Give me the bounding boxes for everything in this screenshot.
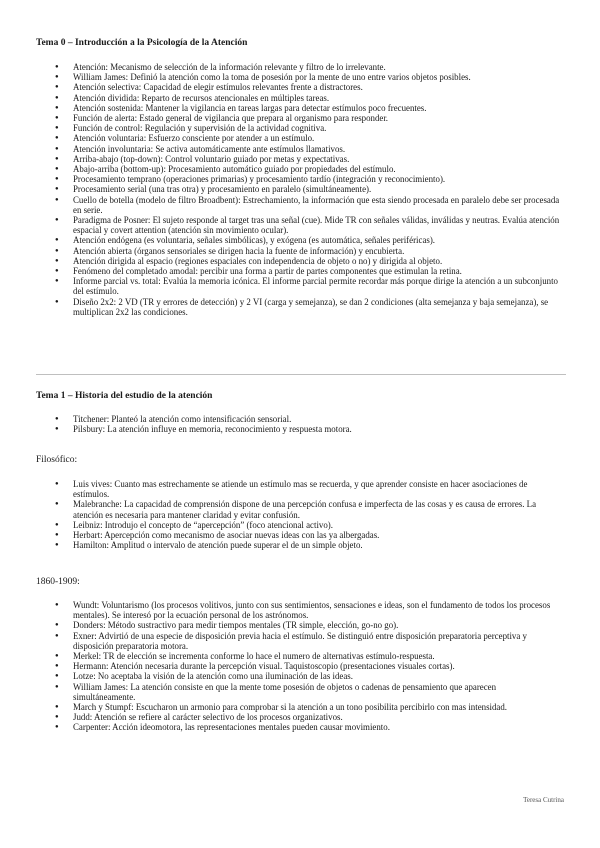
list-item: ● Cuello de botella (modelo de filtro Broadbent): Estrechamiento, la información que esta siendo procesada en paralelo debe ser procesada en serie.: [0, 195, 560, 215]
list-item: ● Luis vives: Cuanto mas estrechamente se atiende un estímulo mas se recuerda, y que aprender consiste en hacer asociaciones de estímulos.: [0, 479, 560, 499]
list-item: ● Fenómeno del completado amodal: percibir una forma a partir de partes componentes que estimulan la retina.: [0, 266, 560, 276]
footer-author: Teresa Cutrina: [523, 796, 564, 804]
tema1-list: [0, 414, 560, 434]
list-item: ● Atención voluntaria: Esfuerzo consciente por atender a un estímulo.: [0, 133, 560, 143]
section-title-tema1: Tema 1 – Historia del estudio de la atención: [36, 391, 213, 401]
list-item: ● Informe parcial vs. total: Evalúa la memoria icónica. El informe parcial permite recordar más porque dirige la atención a un subconjunto del estímulo.: [0, 276, 560, 296]
list-item: ● Atención dirigida al espacio (regiones espaciales con independencia de objeto o no) y dirigida al objeto.: [0, 256, 560, 266]
list-item: ● Procesamiento temprano (operaciones primarias) y procesamiento tardío (integración y reconocimiento).: [0, 174, 560, 184]
list-item: ● Abajo-arriba (bottom-up): Procesamiento automático guiado por propiedades del estímulo.: [0, 164, 560, 174]
section-divider: [36, 374, 566, 375]
list-item: ● Paradigma de Posner: El sujeto responde al target tras una señal (cue). Mide TR con señales válidas, inválidas y neutras. Evalúa atención espacial y covert attention (atención sin movimiento ocular).: [0, 215, 560, 235]
list-item: ● Atención sostenida: Mantener la vigilancia en tareas largas para detectar estímulos poco frecuentes.: [0, 103, 560, 113]
list-item: ● Pilsbury: La atención influye en memoria, reconocimiento y respuesta motora.: [0, 424, 560, 434]
tema0-list: [0, 62, 560, 317]
periodo-label: 1860-1909:: [36, 577, 80, 587]
list-item: ● Exner: Advirtió de una especie de disposición previa hacia el estímulo. Se distinguió entre disposición preparatoria perceptiva y disposición preparatoria motora.: [0, 631, 560, 651]
list-item: ● Merkel: TR de elección se incrementa conforme lo hace el numero de alternativas estímulo-respuesta.: [0, 651, 560, 661]
list-item: ● Herbart: Apercepción como mecanismo de asociar nuevas ideas con las ya albergadas.: [0, 530, 560, 540]
section-title-tema0: Tema 0 – Introducción a la Psicología de la Atención: [36, 38, 248, 48]
list-item: ● Función de alerta: Estado general de vigilancia que prepara al organismo para responder.: [0, 113, 560, 123]
list-item: ● Judd: Atención se refiere al carácter selectivo de los procesos organizativos.: [0, 712, 560, 722]
list-item: ● Malebranche: La capacidad de comprensión dispone de una percepción confusa e imperfecta de las cosas y es causa de errores. La atención es necesaria para mantener claridad y evitar confusión.: [0, 499, 560, 519]
list-item: ● March y Stumpf: Escucharon un armonio para comprobar si la atención a un tono posibilita percibirlo con mas intensidad.: [0, 702, 560, 712]
list-item: ● Atención involuntaria: Se activa automáticamente ante estímulos llamativos.: [0, 144, 560, 154]
list-item: ● Wundt: Voluntarismo (los procesos volitivos, junto con sus sentimientos, sensaciones e ideas, son el fundamento de todos los procesos mentales). Se interesó por la ecuación personal de los astrónomos.: [0, 600, 560, 620]
list-item: ● Lotze: No aceptaba la visión de la atención como una iluminación de las ideas.: [0, 671, 560, 681]
list-item: ● Hermann: Atención necesaria durante la percepción visual. Taquistoscopio (presentaciones visuales cortas).: [0, 661, 560, 671]
list-item: ● William James: La atención consiste en que la mente tome posesión de objetos o cadenas de pensamiento que aparecen simultáneamente.: [0, 682, 560, 702]
list-item: ● Diseño 2x2: 2 VD (TR y errores de detección) y 2 VI (carga y semejanza), se dan 2 condiciones (alta semejanza y baja semejanza), se multiplican 2x2 las condiciones.: [0, 297, 560, 317]
list-item: ● Atención endógena (es voluntaria, señales simbólicas), y exógena (es automática, señales periféricas).: [0, 235, 560, 245]
list-item: ● Atención dividida: Reparto de recursos atencionales en múltiples tareas.: [0, 93, 560, 103]
list-item: ● Leibniz: Introdujo el concepto de “apercepción” (foco atencional activo).: [0, 520, 560, 530]
periodo-list: [0, 600, 560, 733]
list-item: ● Función de control: Regulación y supervisión de la actividad cognitiva.: [0, 123, 560, 133]
filosofico-list: [0, 479, 560, 550]
list-item: ● Titchener: Planteó la atención como intensificación sensorial.: [0, 414, 560, 424]
list-item: ● Arriba-abajo (top-down): Control voluntario guiado por metas y expectativas.: [0, 154, 560, 164]
list-item: ● Atención selectiva: Capacidad de elegir estímulos relevantes frente a distractores.: [0, 82, 560, 92]
list-item: ● Atención abierta (órganos sensoriales se dirigen hacia la fuente de información) y encubierta.: [0, 246, 560, 256]
filosofico-label: Filosófico:: [36, 455, 78, 465]
list-item: ● Atención: Mecanismo de selección de la información relevante y filtro de lo irrelevante.: [0, 62, 560, 72]
list-item: ● Carpenter: Acción ideomotora, las representaciones mentales pueden causar movimiento.: [0, 722, 560, 732]
list-item: ● Hamilton: Amplitud o intervalo de atención puede superar el de un simple objeto.: [0, 540, 560, 550]
list-item: ● Donders: Método sustractivo para medir tiempos mentales (TR simple, elección, go-no go).: [0, 620, 560, 630]
list-item: ● William James: Definió la atención como la toma de posesión por la mente de uno entre varios objetos posibles.: [0, 72, 560, 82]
list-item: ● Procesamiento serial (una tras otra) y procesamiento en paralelo (simultáneamente).: [0, 184, 560, 194]
